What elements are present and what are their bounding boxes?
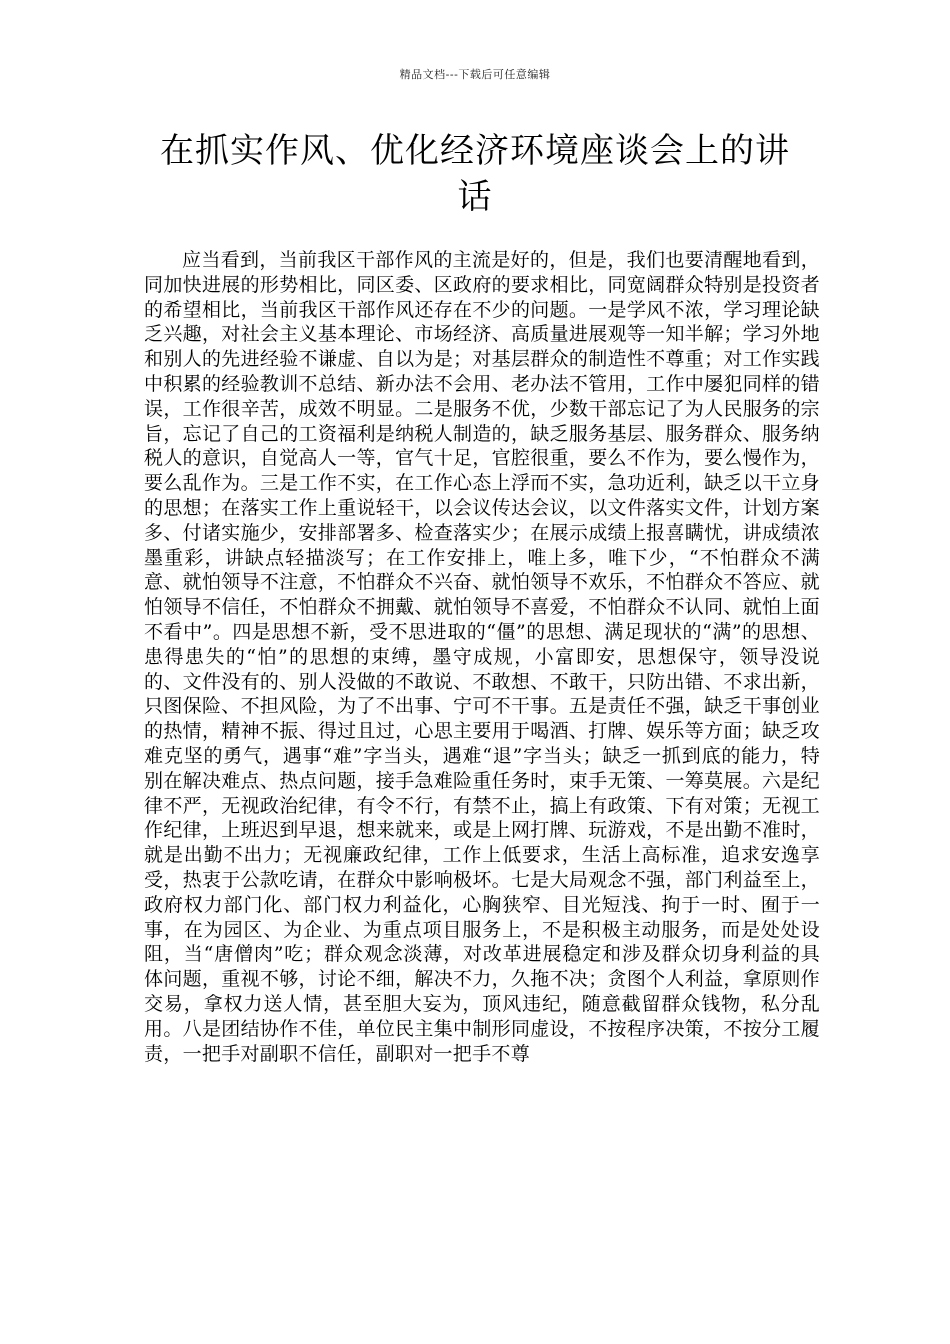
header-note: 精品文档---下载后可任意编辑 <box>399 68 551 81</box>
body-paragraph: 应当看到，当前我区干部作风的主流是好的，但是，我们也要清醒地看到，同加快进展的形势相比，同区委、区政府的要求相比，同宽阔群众特别是投资者的希望相比，当前我区干部作风还存在不少的问题。一是学风不浓，学习理论缺乏兴趣，对社会主义基本理论、市场经济、高质量进展观等一知半解；学习外地和别人的先进经验不谦虚、自以为是；对基层群众的制造性不尊重；对工作实践中积累的经验教训不总结、新办法不会用、老办法不管用，工作中屡犯同样的错误，工作很辛苦，成效不明显。二是服务不优，少数干部忘记了为人民服务的宗旨，忘记了自己的工资福利是纳税人制造的，缺乏服务基层、服务群众、服务纳税人的意识，自觉高人一等，官气十足，官腔很重，要么不作为，要么慢作为，要么乱作为。三是工作不实，在工作心态上浮而不实，急功近利，缺乏以干立身的思想；在落实工作上重说轻干，以会议传达会议，以文件落实文件，计划方案多、付诸实施少，安排部署多、检查落实少；在展示成绩上报喜瞒忧，讲成绩浓墨重彩，讲缺点轻描淡写；在工作安排上，唯上多，唯下少，“不怕群众不满意、就怕领导不注意，不怕群众不兴奋、就怕领导不欢乐，不怕群众不答应、就怕领导不信任，不怕群众不拥戴、就怕领导不喜爱，不怕群众不认同、就怕上面不看中”。四是思想不新，受不思进取的“僵”的思想、满足现状的“满”的思想、患得患失的“怕”的思想的束缚，墨守成规，小富即安，思想保守，领导没说的、文件没有的、别人没做的不敢说、不敢想、不敢干，只防出错、不求出新，只图保险、不担风险，为了不出事、宁可不干事。五是责任不强，缺乏干事创业的热情，精神不振、得过且过，心思主要用于喝酒、打牌、娱乐等方面；缺乏攻难克坚的勇气，遇事“难”字当头，遇难“退”字当头；缺乏一抓到底的能力，特别在解决难点、热点问题，接手急难险重任务时，束手无策、一筹莫展。六是纪律不严，无视政治纪律，有令不行，有禁不止，搞上有政策、下有对策；无视工作纪律，上班迟到早退，想来就来，或是上网打牌、玩游戏，不是出勤不准时，就是出勤不出力；无视廉政纪律，工作上低要求，生活上高标准，追求安逸享受，热衷于公款吃请，在群众中影响极坏。七是大局观念不强，部门利益至上，政府权力部门化、部门权力利益化，心胸狭窄、目光短浅、拘于一时、囿于一事，在为园区、为企业、为重点项目服务上，不是积极主动服务，而是处处设阻，当“唐僧肉”吃；群众观念淡薄，对改革进展稳定和涉及群众切身利益的具体问题，重视不够，讨论不细，解决不力，久拖不决；贪图个人利益，拿原则作交易，拿权力送人情，甚至胆大妄为，顶风违纪，随意截留群众钱物，私分乱用。八是团结协作不佳，单位民主集中制形同虚设，不按程序决策，不按分工履责，一把手对副职不信任，副职对一把手不尊 <box>144 249 820 1065</box>
document-title: 在抓实作风、优化经济环境座谈会上的讲话 <box>160 131 790 217</box>
